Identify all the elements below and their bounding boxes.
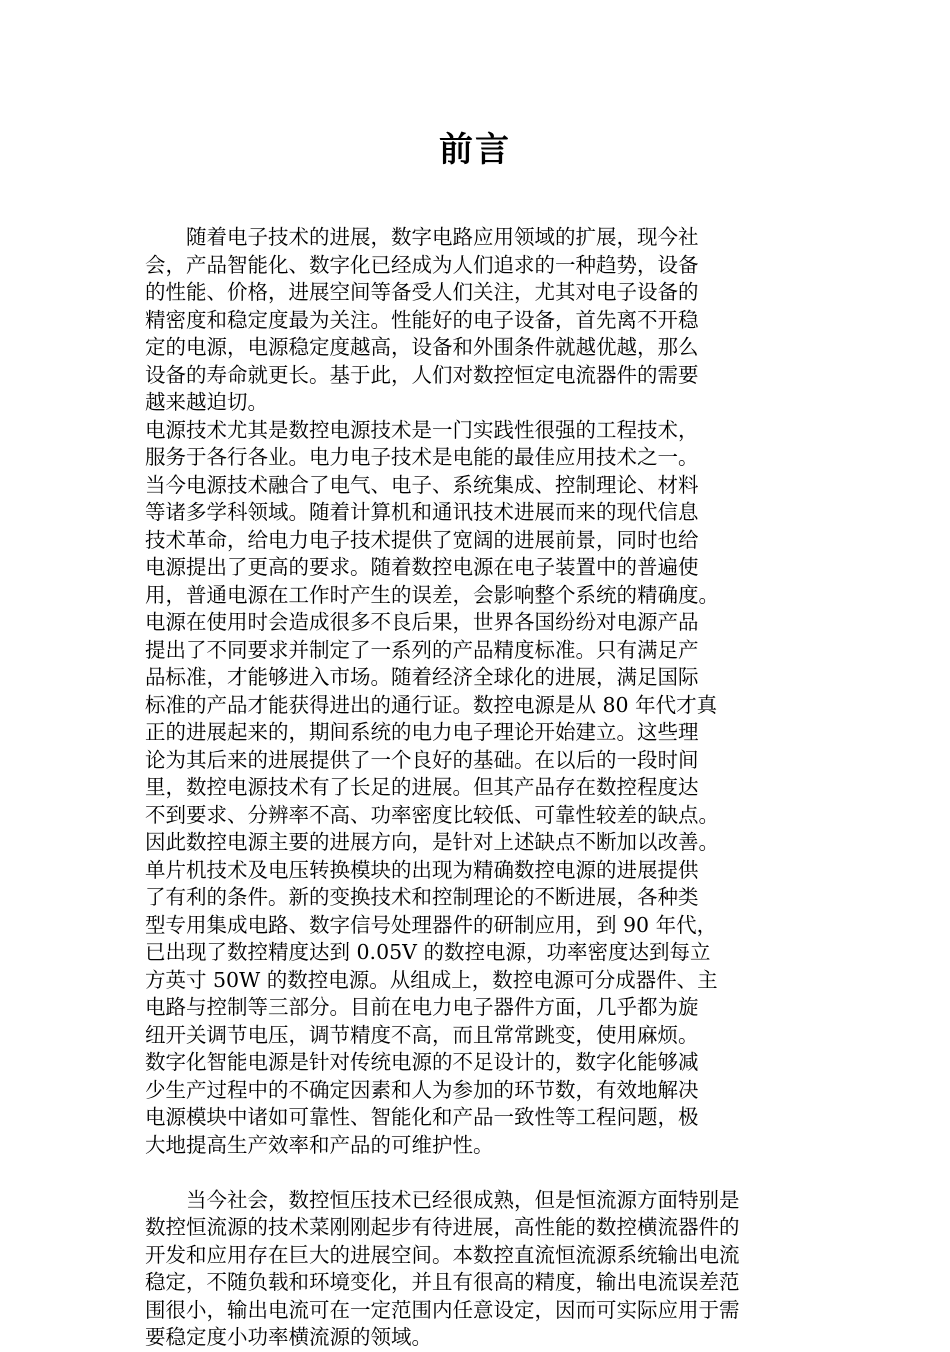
text-line: 电源在使用时会造成很多不良后果，世界各国纷纷对电源产品	[145, 610, 699, 634]
text-line: 了有利的条件。新的变换技术和控制理论的不断进展，各种类	[145, 885, 699, 909]
text-line: 提出了不同要求并制定了一系列的产品精度标准。只有满足产	[145, 637, 699, 662]
text-line: 的性能、价格，进展空间等备受人们关注，尤其对电子设备的	[145, 280, 699, 304]
text-line: 要稳定度小功率横流源的领域。	[145, 1325, 432, 1349]
text-line: 型专用集成电路、数字信号处理器件的研制应用，到 90 年代，	[145, 912, 718, 937]
paragraph-2	[145, 417, 815, 1187]
body-text	[145, 224, 815, 1352]
text-line: 服务于各行各业。电力电子技术是电能的最佳应用技术之一。	[145, 445, 699, 469]
text-line: 电源模块中诸如可靠性、智能化和产品一致性等工程问题，极	[145, 1105, 699, 1129]
text-line: 开发和应用存在巨大的进展空间。本数控直流恒流源系统输出电流	[145, 1242, 740, 1267]
text-line: 电源技术尤其是数控电源技术是一门实践性很强的工程技术，	[145, 417, 699, 442]
text-line: 纽开关调节电压，调节精度不高，而且常常跳变，使用麻烦。	[145, 1022, 699, 1047]
text-line: 单片机技术及电压转换模块的出现为精确数控电源的进展提供	[145, 857, 699, 882]
text-line: 数字化智能电源是针对传统电源的不足设计的，数字化能够减	[145, 1050, 699, 1074]
text-line: 用，普通电源在工作时产生的误差，会影响整个系统的精确度。	[145, 582, 719, 607]
text-line	[145, 1159, 815, 1187]
text-line: 稳定，不随负载和环境变化，并且有很高的精度，输出电流误差范	[145, 1270, 740, 1294]
text-line: 当今电源技术融合了电气、电子、系统集成、控制理论、材料	[145, 472, 699, 497]
text-line: 品标准，才能够进入市场。随着经济全球化的进展，满足国际	[145, 665, 699, 689]
text-line: 方英寸 50W 的数控电源。从组成上，数控电源可分成器件、主	[145, 967, 718, 992]
text-line: 围很小，输出电流可在一定范围内任意设定，因而可实际应用于需	[145, 1297, 740, 1322]
text-line: 大地提高生产效率和产品的可维护性。	[145, 1132, 494, 1157]
text-line: 随着电子技术的进展，数字电路应用领域的扩展，现今社	[145, 225, 699, 249]
text-line: 数控恒流源的技术菜刚刚起步有待进展，高性能的数控横流器件的	[145, 1215, 740, 1239]
page-title: 前言	[439, 130, 511, 170]
text-line: 越来越迫切。	[145, 390, 268, 414]
text-line: 不到要求、分辨率不高、功率密度比较低、可靠性较差的缺点。	[145, 802, 719, 827]
paragraph-1	[145, 224, 815, 417]
text-line: 里，数控电源技术有了长足的进展。但其产品存在数控程度达	[145, 775, 699, 799]
text-line: 定的电源，电源稳定度越高，设备和外围条件就越优越，那么	[145, 335, 699, 359]
text-line: 论为其后来的进展提供了一个良好的基础。在以后的一段时间	[145, 747, 699, 772]
text-line: 电路与控制等三部分。目前在电力电子器件方面，几乎都为旋	[145, 995, 699, 1019]
text-line: 少生产过程中的不确定因素和人为参加的环节数，有效地解决	[145, 1077, 699, 1102]
text-line: 当今社会，数控恒压技术已经很成熟，但是恒流源方面特别是	[145, 1187, 740, 1212]
text-line: 设备的寿命就更长。基于此，人们对数控恒定电流器件的需要	[145, 362, 699, 387]
text-line: 会，产品智能化、数字化已经成为人们追求的一种趋势，设备	[145, 252, 699, 277]
text-line: 正的进展起来的，期间系统的电力电子理论开始建立。这些理	[145, 720, 699, 744]
text-line: 等诸多学科领域。随着计算机和通讯技术进展而来的现代信息	[145, 500, 699, 524]
text-line: 技术革命，给电力电子技术提供了宽阔的进展前景，同时也给	[145, 527, 699, 552]
paragraph-3	[145, 1187, 815, 1352]
text-line: 标准的产品才能获得进出的通行证。数控电源是从 80 年代才真	[145, 692, 718, 717]
text-line: 已出现了数控精度达到 0.05V 的数控电源，功率密度达到每立	[145, 940, 711, 964]
text-line: 电源提出了更高的要求。随着数控电源在电子装置中的普遍使	[145, 555, 699, 579]
text-line: 精密度和稳定度最为关注。性能好的电子设备，首先离不开稳	[145, 307, 699, 332]
text-line: 因此数控电源主要的进展方向，是针对上述缺点不断加以改善。	[145, 830, 719, 854]
